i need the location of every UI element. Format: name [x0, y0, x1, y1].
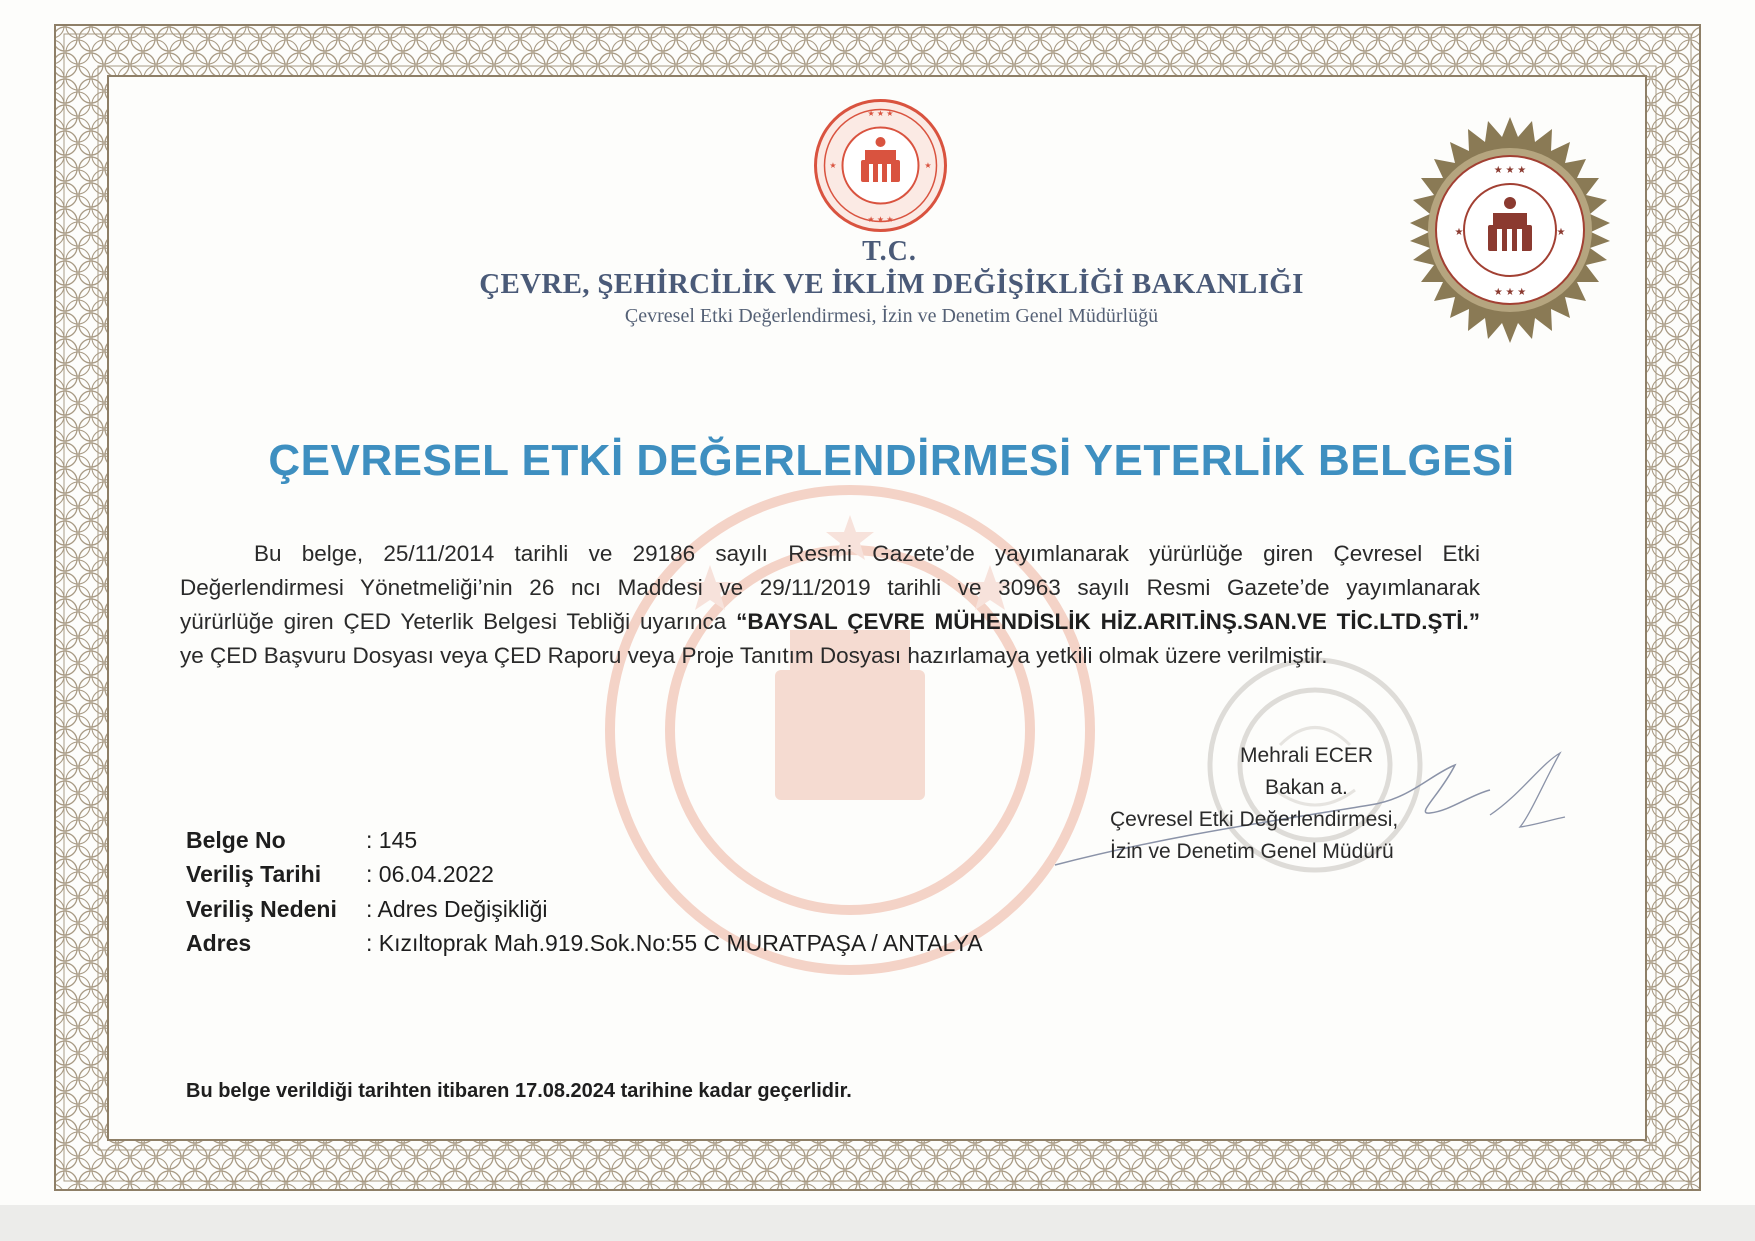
ministry-seal-icon	[813, 98, 948, 233]
header-state: T.C.	[862, 236, 917, 267]
svg-text:★: ★	[1454, 227, 1464, 238]
detail-label: Veriliş Tarihi	[186, 861, 322, 888]
validity-statement: Bu belge verildiği tarihten itibaren 17.08.2024 tarihine kadar geçerlidir.	[186, 1080, 852, 1102]
body-line-3	[180, 605, 1480, 639]
header-ministry: ÇEVRE, ŞEHİRCİLİK VE İKLİM DEĞİŞİKLİĞİ BAKANLIĞI	[479, 268, 1304, 300]
detail-label: Belge No	[186, 826, 286, 853]
certificate-body	[180, 537, 1480, 673]
signer-block	[1110, 740, 1500, 868]
svg-text:★ ★ ★: ★ ★ ★	[1493, 165, 1527, 176]
certificate-title: ÇEVRESEL ETKİ DEĞERLENDİRMESİ YETERLİK BELGESİ	[268, 436, 1515, 485]
body-line-4: ye ÇED Başvuru Dosyası veya ÇED Raporu veya Proje Tanıtım Dosyası hazırlamaya yetkili olmak üzere verilmiştir.	[180, 643, 1328, 668]
svg-text:★ ★ ★: ★ ★ ★	[1493, 287, 1527, 298]
header-directorate: Çevresel Etki Değerlendirmesi, İzin ve Denetim Genel Müdürlüğü	[624, 305, 1159, 327]
certificate-details	[186, 823, 983, 961]
detail-row-verilis-nedeni	[186, 892, 983, 927]
detail-label: Adres	[186, 930, 252, 957]
svg-text:★: ★	[1556, 227, 1566, 238]
svg-text:★: ★	[924, 161, 932, 170]
body-line-2: Değerlendirmesi Yönetmeliği’nin 26 ncı Maddesi ve 29/11/2019 tarihli ve 30963 sayılı Resmi Gazete’de yayımlanarak	[180, 575, 1480, 600]
detail-value: : Adres Değişikliği	[366, 895, 548, 922]
detail-label: Veriliş Nedeni	[186, 895, 337, 922]
svg-text:★ ★ ★: ★ ★ ★	[867, 215, 894, 224]
company-name: “BAYSAL ÇEVRE MÜHENDİSLİK HİZ.ARIT.İNŞ.SAN.VE TİC.LTD.ŞTİ.”	[736, 609, 1481, 634]
detail-row-verilis-tarihi	[186, 858, 983, 893]
body-line-3-text: yürürlüğe giren ÇED Yeterlik Belgesi Tebliği uyarınca	[180, 609, 737, 634]
body-line-1: Bu belge, 25/11/2014 tarihli ve 29186 sayılı Resmi Gazete’de yayımlanarak yürürlüğe giren Çevresel Etki	[254, 541, 1480, 566]
signer-title-line2: İzin ve Denetim Genel Müdürü	[1110, 840, 1394, 863]
detail-value: : 06.04.2022	[366, 861, 494, 888]
signer-title-line1: Çevresel Etki Değerlendirmesi,	[1110, 808, 1399, 831]
signer-name: Mehrali ECER	[1240, 744, 1374, 767]
svg-text:★: ★	[829, 161, 837, 170]
signer-on-behalf: Bakan a.	[1265, 776, 1348, 799]
detail-row-adres	[186, 927, 983, 962]
detail-value: : Kızıltoprak Mah.919.Sok.No:55 C MURATPAŞA / ANTALYA	[366, 930, 983, 957]
detail-value: : 145	[366, 826, 418, 853]
svg-text:★ ★ ★: ★ ★ ★	[867, 109, 894, 118]
detail-row-belge-no	[186, 823, 983, 858]
